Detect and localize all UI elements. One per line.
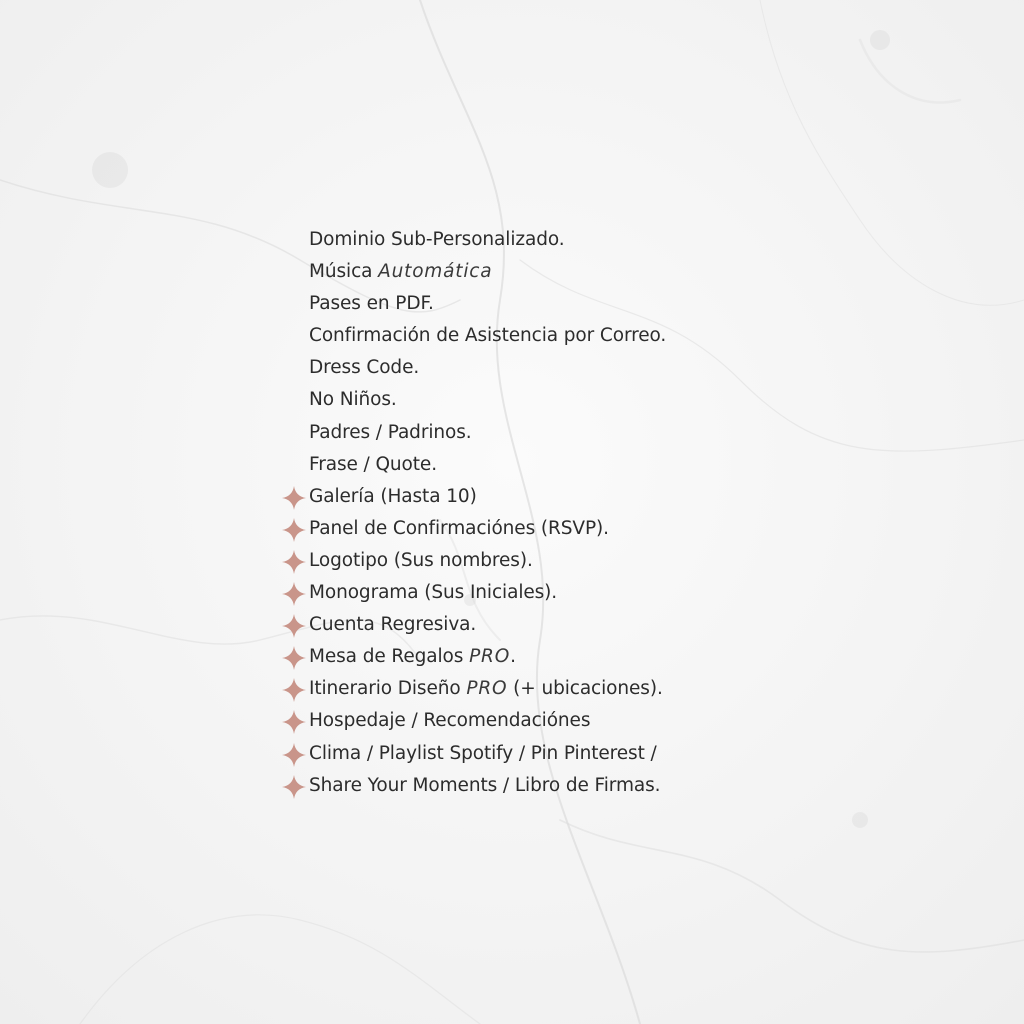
feature-text: Cuenta Regresiva. xyxy=(309,614,477,636)
sparkle-icon xyxy=(281,517,307,543)
feature-item xyxy=(281,417,666,449)
feature-text: Mesa de Regalos xyxy=(309,646,470,668)
feature-item xyxy=(281,705,666,737)
feature-text: Share Your Moments / Libro de Firmas. xyxy=(309,774,661,796)
feature-item xyxy=(281,673,666,705)
sparkle-icon xyxy=(281,549,307,575)
feature-text: Hospedaje / Recomendaciónes xyxy=(309,710,591,732)
feature-emphasis: PRO xyxy=(469,646,511,668)
feature-text: Galería (Hasta 10) xyxy=(309,485,477,507)
sparkle-icon xyxy=(281,645,307,671)
sparkle-icon xyxy=(281,742,307,768)
feature-item xyxy=(281,577,666,609)
feature-text: Panel de Confirmaciónes (RSVP). xyxy=(309,517,609,539)
feature-item xyxy=(281,738,666,770)
feature-text: Pases en PDF. xyxy=(309,293,434,315)
feature-text: Música xyxy=(309,261,379,283)
feature-text-tail: . xyxy=(510,646,516,668)
feature-text: Monograma (Sus Iniciales). xyxy=(309,582,558,604)
feature-text-tail: (+ ubicaciones). xyxy=(507,678,663,700)
feature-item xyxy=(281,513,666,545)
feature-item xyxy=(281,352,666,384)
sparkle-icon xyxy=(281,485,307,511)
feature-item xyxy=(281,384,666,416)
feature-text: Clima / Playlist Spotify / Pin Pinterest / xyxy=(309,742,657,764)
feature-item xyxy=(281,770,666,802)
feature-text: Logotipo (Sus nombres). xyxy=(309,549,533,571)
feature-text: Dress Code. xyxy=(309,357,420,379)
feature-text: Confirmación de Asistencia por Correo. xyxy=(309,325,667,347)
feature-item xyxy=(281,224,666,256)
feature-item xyxy=(281,641,666,673)
feature-text: Frase / Quote. xyxy=(309,453,437,475)
sparkle-icon xyxy=(281,677,307,703)
feature-item xyxy=(281,449,666,481)
feature-list xyxy=(281,224,666,802)
sparkle-icon xyxy=(281,774,307,800)
feature-item xyxy=(281,609,666,641)
feature-text: Dominio Sub-Personalizado. xyxy=(309,229,565,250)
feature-item xyxy=(281,481,666,513)
feature-item xyxy=(281,320,666,352)
feature-text: No Niños. xyxy=(309,389,397,411)
feature-item xyxy=(281,545,666,577)
sparkle-icon xyxy=(281,613,307,639)
feature-text: Padres / Padrinos. xyxy=(309,421,472,443)
sparkle-icon xyxy=(281,581,307,607)
sparkle-icon xyxy=(281,709,307,735)
feature-text: Itinerario Diseño xyxy=(309,678,467,700)
feature-emphasis: Automática xyxy=(378,261,493,283)
feature-item xyxy=(281,256,666,288)
feature-item xyxy=(281,288,666,320)
feature-emphasis: PRO xyxy=(466,678,508,700)
